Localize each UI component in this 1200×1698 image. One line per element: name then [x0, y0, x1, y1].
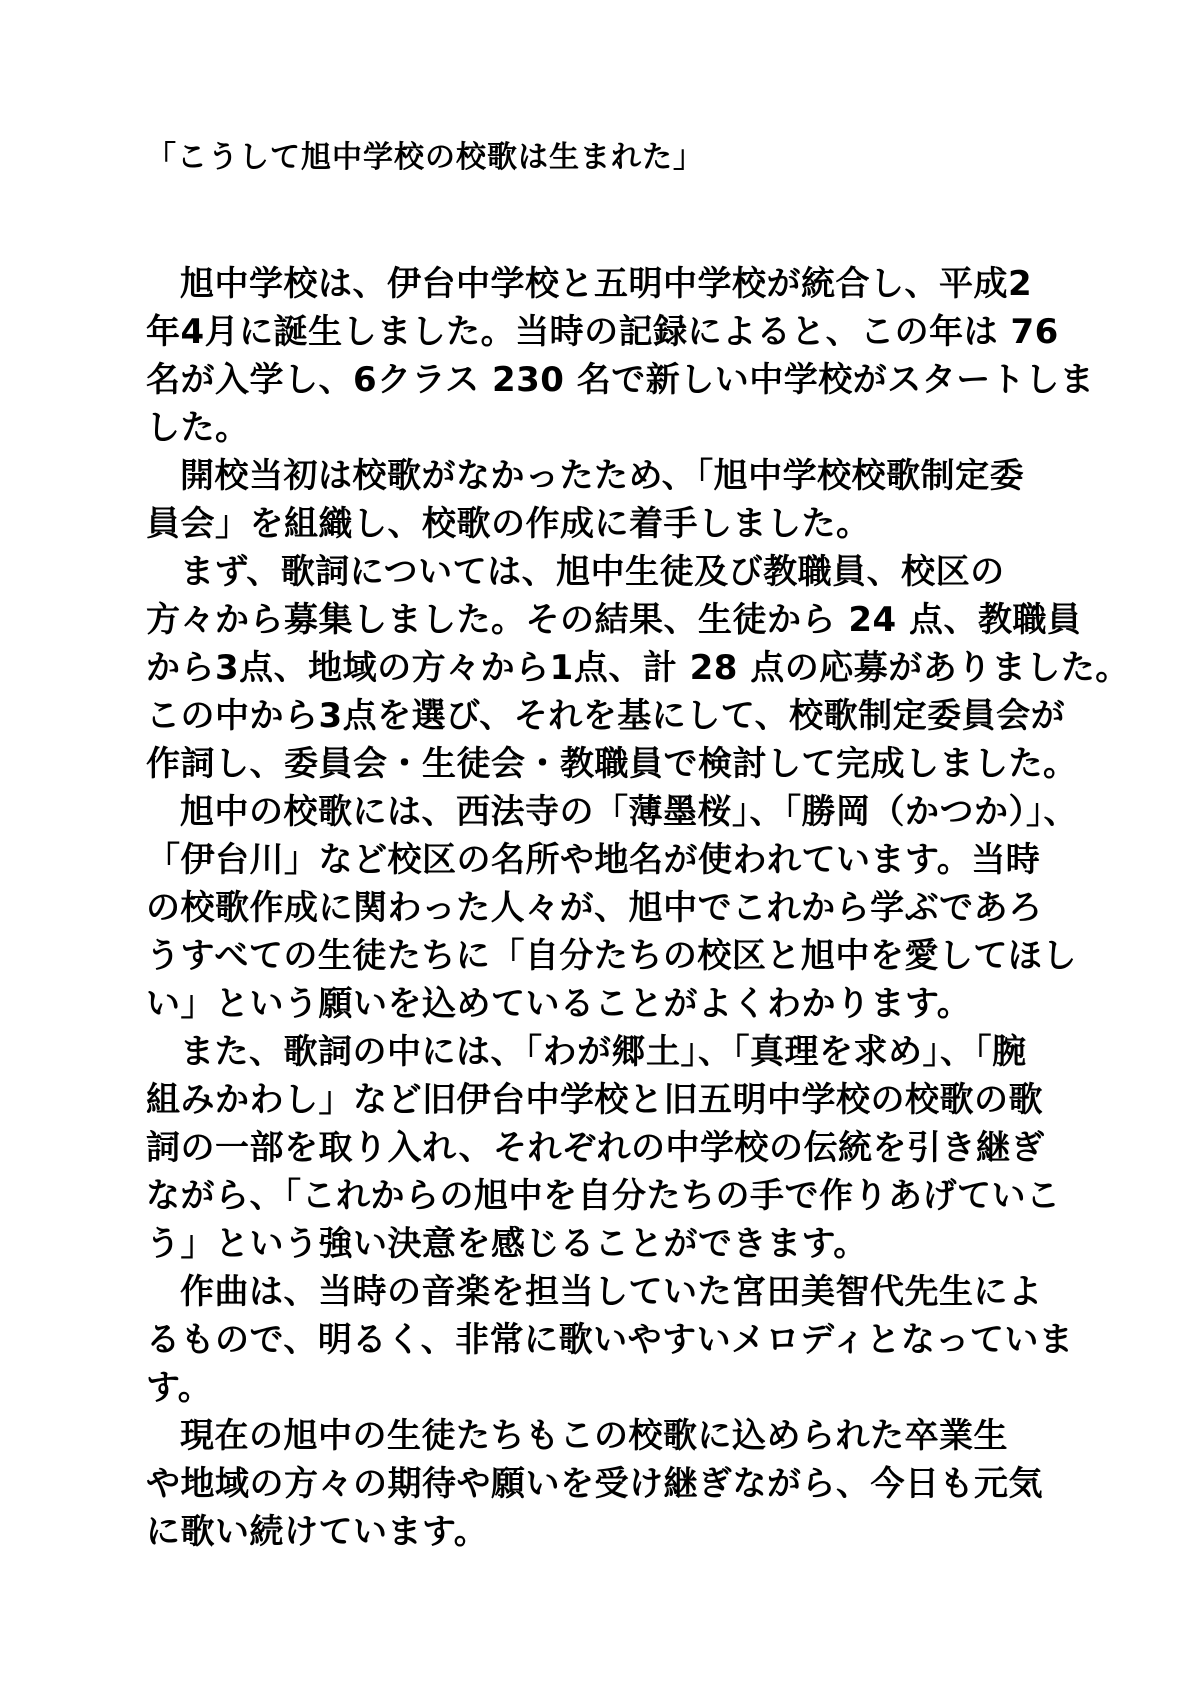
text-line: 旭中の校歌には、西法寺の「薄墨桜」、「勝岡（かつか）」、	[180, 792, 1078, 832]
text-line: 詞の一部を取り入れ、それぞれの中学校の伝統を引き継ぎ	[146, 1128, 1046, 1168]
text-line: 方々から募集しました。その結果、生徒から 24 点、教職員	[146, 600, 1082, 640]
text-line: るもので、明るく、非常に歌いやすいメロディとなっていま	[146, 1320, 1074, 1360]
text-line: ながら、「これからの旭中を自分たちの手で作りあげていこ	[146, 1176, 1061, 1216]
text-line: 作詞し、委員会・生徒会・教職員で検討して完成しました。	[146, 744, 1078, 784]
document-title: 「こうして旭中学校の校歌は生まれた」	[146, 140, 704, 175]
text-line: まず、歌詞については、旭中生徒及び教職員、校区の	[180, 552, 1005, 592]
text-line: 組みかわし」など旧伊台中学校と旧五明中学校の校歌の歌	[146, 1080, 1043, 1120]
text-line: 員会」を組織し、校歌の作成に着手しました。	[146, 504, 871, 544]
text-line: の校歌作成に関わった人々が、旭中でこれから学ぶであろ	[146, 888, 1043, 928]
text-line: う」という強い決意を感じることができます。	[146, 1224, 868, 1264]
text-line: や地域の方々の期待や願いを受け継ぎながら、今日も元気	[146, 1464, 1043, 1504]
document-text-block	[146, 260, 1130, 1556]
text-line: 作曲は、当時の音楽を担当していた宮田美智代先生によ	[180, 1272, 1043, 1312]
text-line: した。	[146, 408, 250, 448]
text-line: 現在の旭中の生徒たちもこの校歌に込められた卒業生	[180, 1416, 1008, 1456]
text-line: す。	[146, 1368, 213, 1408]
text-line: うすべての生徒たちに「自分たちの校区と旭中を愛してほし	[146, 936, 1077, 976]
text-line: 年4月に誕生しました。当時の記録によると、この年は 76	[146, 312, 1059, 352]
text-line: 旭中学校は、伊台中学校と五明中学校が統合し、平成2	[180, 264, 1033, 304]
text-line: い」という願いを込めていることがよくわかります。	[146, 984, 972, 1024]
text-line: この中から3点を選び、それを基にして、校歌制定委員会が	[146, 696, 1066, 736]
document-body	[146, 136, 1130, 1556]
text-line: 開校当初は校歌がなかったため、「旭中学校校歌制定委	[180, 456, 1025, 496]
text-line: に歌い続けています。	[146, 1512, 489, 1552]
text-line: 「伊台川」など校区の名所や地名が使われています。当時	[146, 840, 1041, 880]
text-line: から3点、地域の方々から1点、計 28 点の応募がありました。	[146, 648, 1130, 688]
text-line: 名が入学し、6クラス 230 名で新しい中学校がスタートしま	[146, 360, 1095, 400]
text-line: また、歌詞の中には、「わが郷土」、「真理を求め」、「腕	[180, 1032, 1027, 1072]
